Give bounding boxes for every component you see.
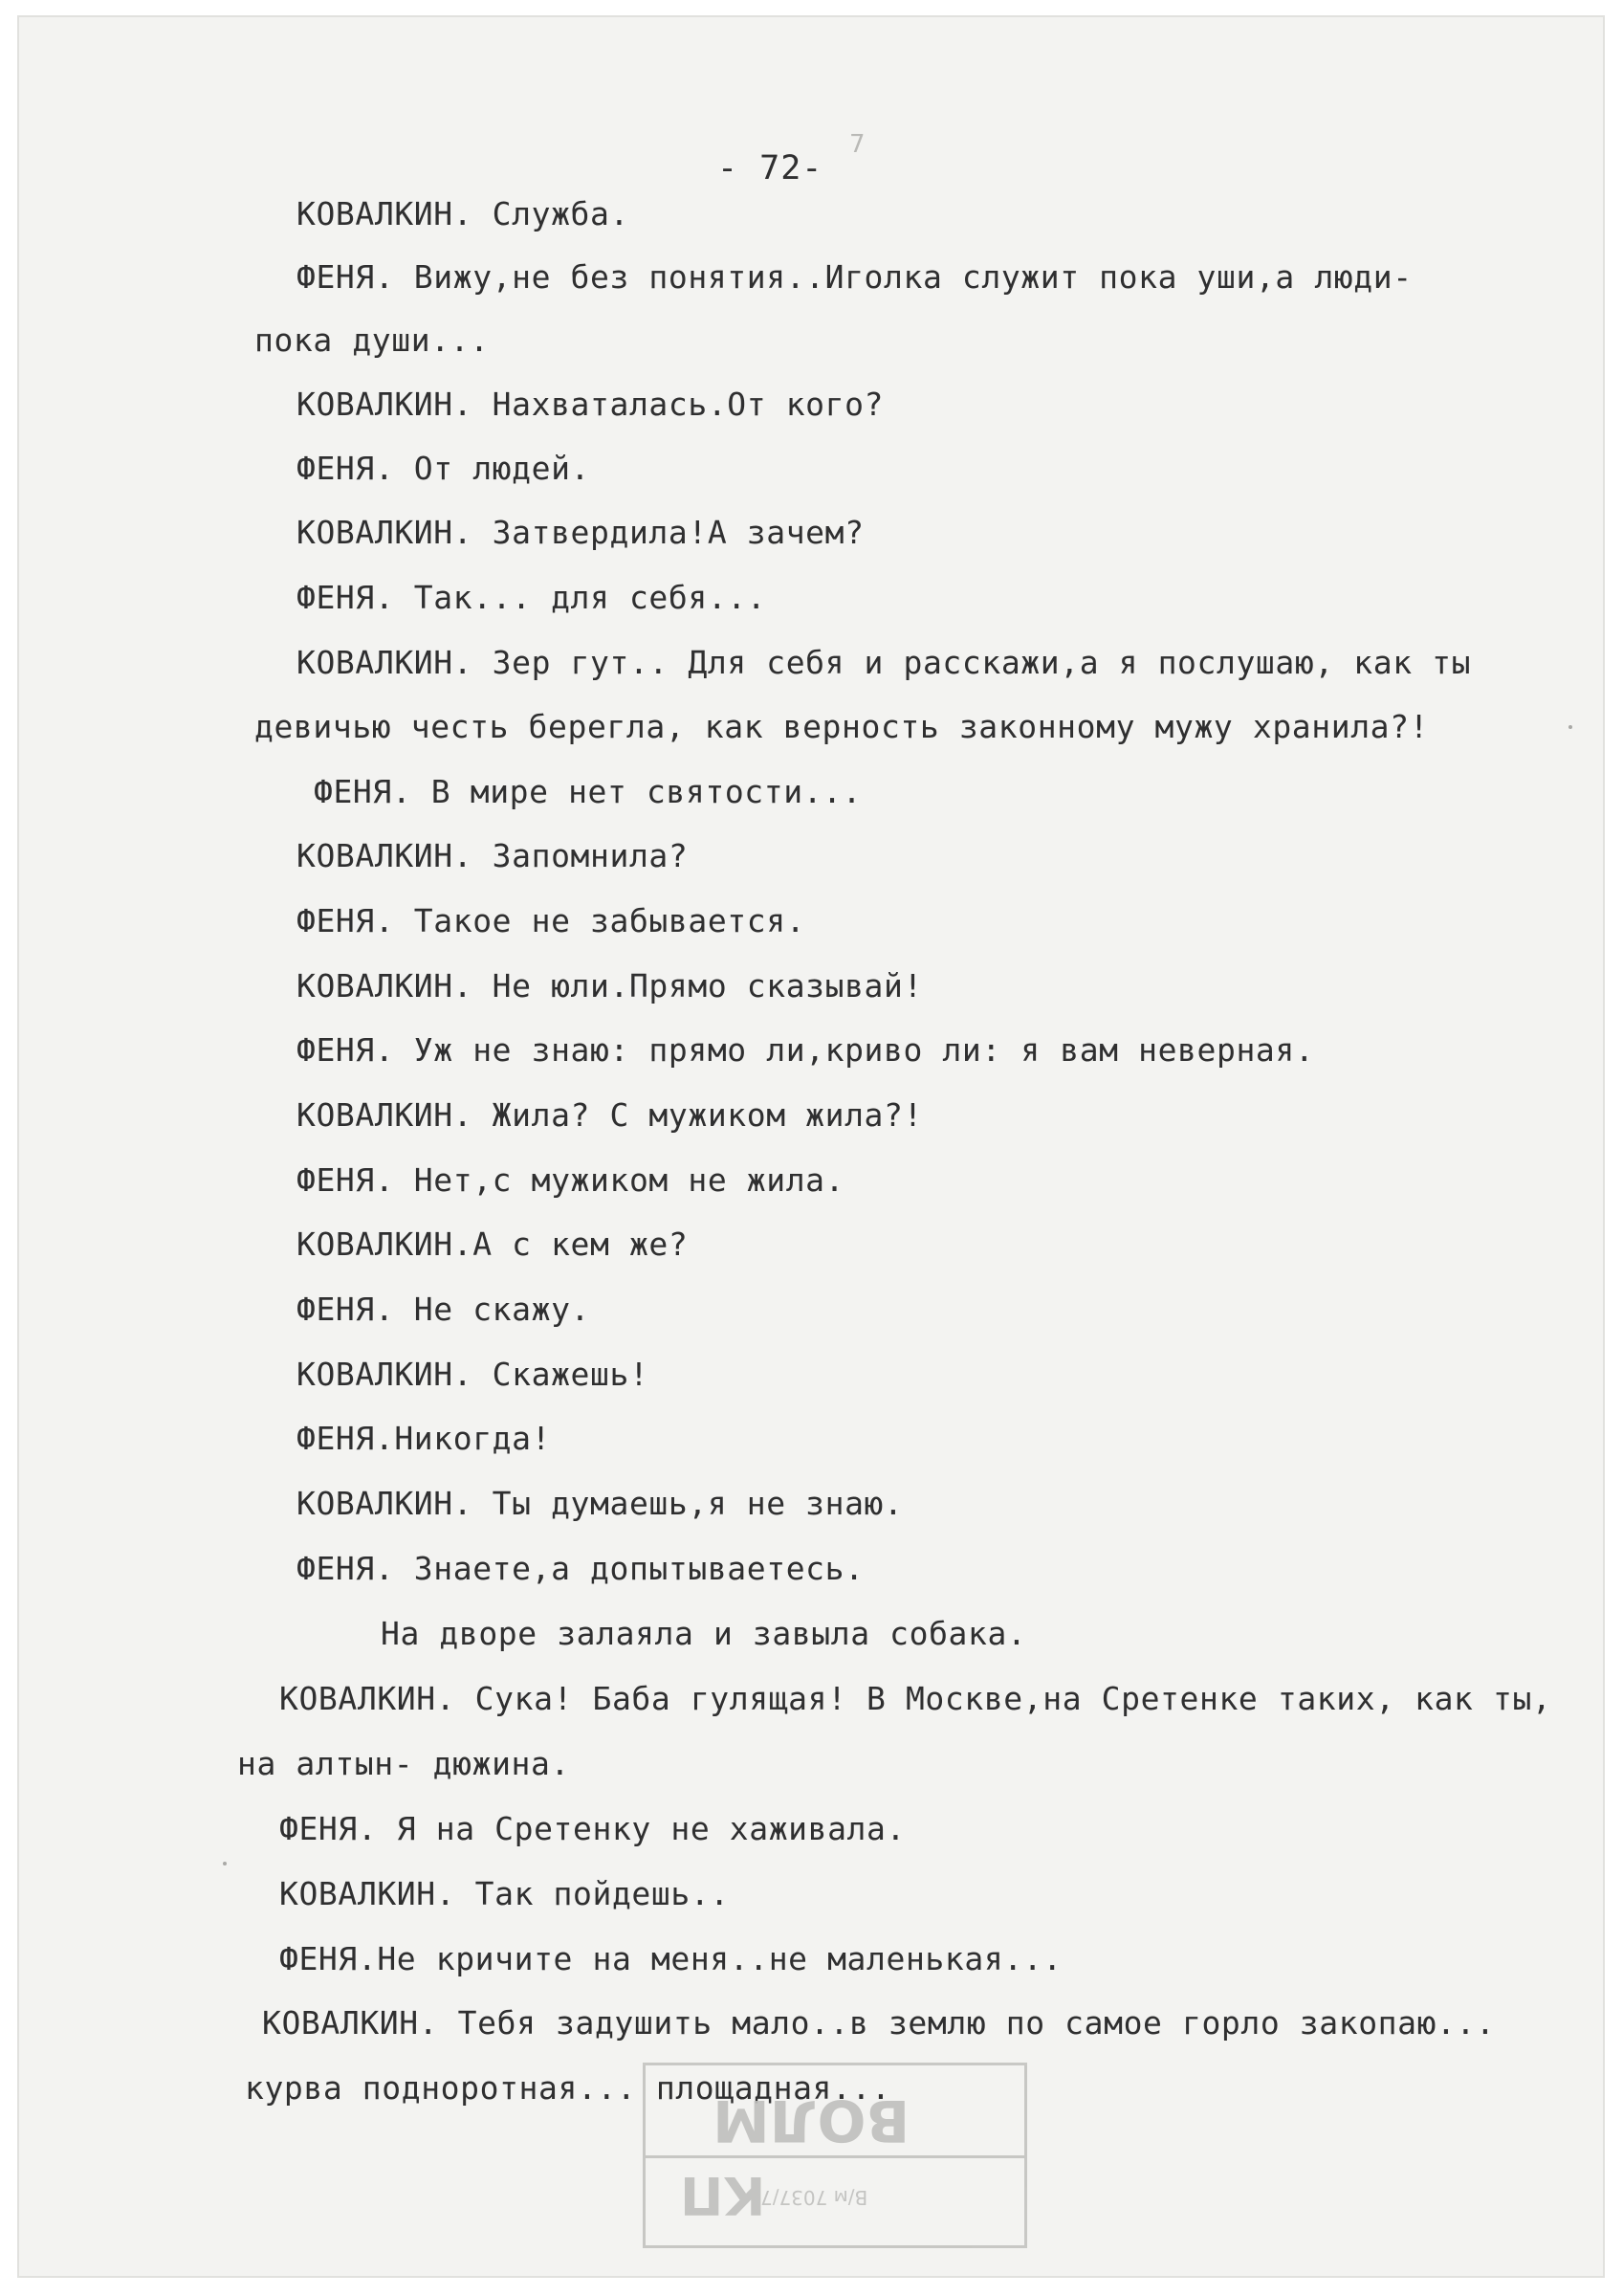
text-line: ФЕНЯ. Вижу,не без понятия..Иголка служит пока уши,а люди- (296, 258, 1413, 296)
text-line: ФЕНЯ. Уж не знаю: прямо ли,криво ли: я вам неверная. (296, 1031, 1315, 1069)
text-line: ФЕНЯ. Нет,с мужиком не жила. (296, 1161, 845, 1199)
text-line: КОВАЛКИН.А с кем же? (296, 1225, 689, 1263)
text-line: КОВАЛКИН. Затвердила!А зачем? (296, 514, 865, 551)
stamp-divider (646, 2155, 1024, 2158)
text-line: ФЕНЯ.Не кричите на меня..не маленькая... (279, 1940, 1063, 1977)
page-number: - 72- (717, 149, 823, 188)
text-line: ФЕНЯ. Такое не забывается. (296, 902, 806, 939)
pencil-mark: 7 (849, 130, 866, 159)
text-line: КОВАЛКИН. Нахваталась.От кого? (296, 386, 885, 423)
text-line: КОВАЛКИН. Жила? С мужиком жила?! (296, 1096, 923, 1134)
text-line: КОВАЛКИН. Скажешь! (296, 1356, 649, 1393)
stage-direction: На дворе залаяла и завыла собака. (381, 1615, 1027, 1652)
text-line: ФЕНЯ. Знаете,а допытываетесь. (296, 1550, 865, 1587)
text-line: ФЕНЯ.Никогда! (296, 1420, 552, 1457)
text-line: ФЕНЯ. В мире нет святости... (314, 773, 863, 810)
text-line: на алтын- дюжина. (237, 1745, 570, 1782)
text-line: девичью честь берегла, как верность законному мужу хранила?! (254, 708, 1430, 745)
stamp-number: В/м 7037/7 (760, 2186, 868, 2209)
text-line: КОВАЛКИН. Служба. (296, 195, 629, 232)
text-line: ФЕНЯ. Так... для себя... (296, 579, 767, 616)
text-line: ФЕНЯ. Не скажу. (296, 1291, 591, 1328)
text-line: КОВАЛКИН. Зер гут.. Для себя и расскажи,а я послушаю, как ты (296, 644, 1472, 681)
text-line: КОВАЛКИН. Тебя задушить мало..в землю по самое горло закопаю... (262, 2004, 1496, 2042)
text-line: пока души... (254, 321, 490, 359)
text-line: КОВАЛКИН. Запомнила? (296, 837, 689, 874)
text-line: КОВАЛКИН. Не юли.Прямо сказывай! (296, 967, 923, 1004)
text-line: КОВАЛКИН. Ты думаешь,я не знаю. (296, 1485, 904, 1522)
stamp-code: КП (680, 2165, 766, 2225)
document-page (17, 15, 1605, 2278)
text-line: КОВАЛКИН. Сука! Баба гулящая! В Москве,на Сретенке таких, как ты, (279, 1680, 1552, 1717)
stamp-title: ВОЛМ (713, 2086, 910, 2153)
text-line: ФЕНЯ. Я на Сретенку не хаживала. (279, 1810, 906, 1847)
text-line: КОВАЛКИН. Так пойдешь.. (279, 1875, 730, 1912)
paper-speck (223, 1862, 227, 1866)
text-line: ФЕНЯ. От людей. (296, 450, 591, 487)
text-line: курва подноротная... площадная... (245, 2069, 891, 2107)
paper-speck (1568, 725, 1572, 729)
archive-stamp (643, 2063, 1027, 2248)
